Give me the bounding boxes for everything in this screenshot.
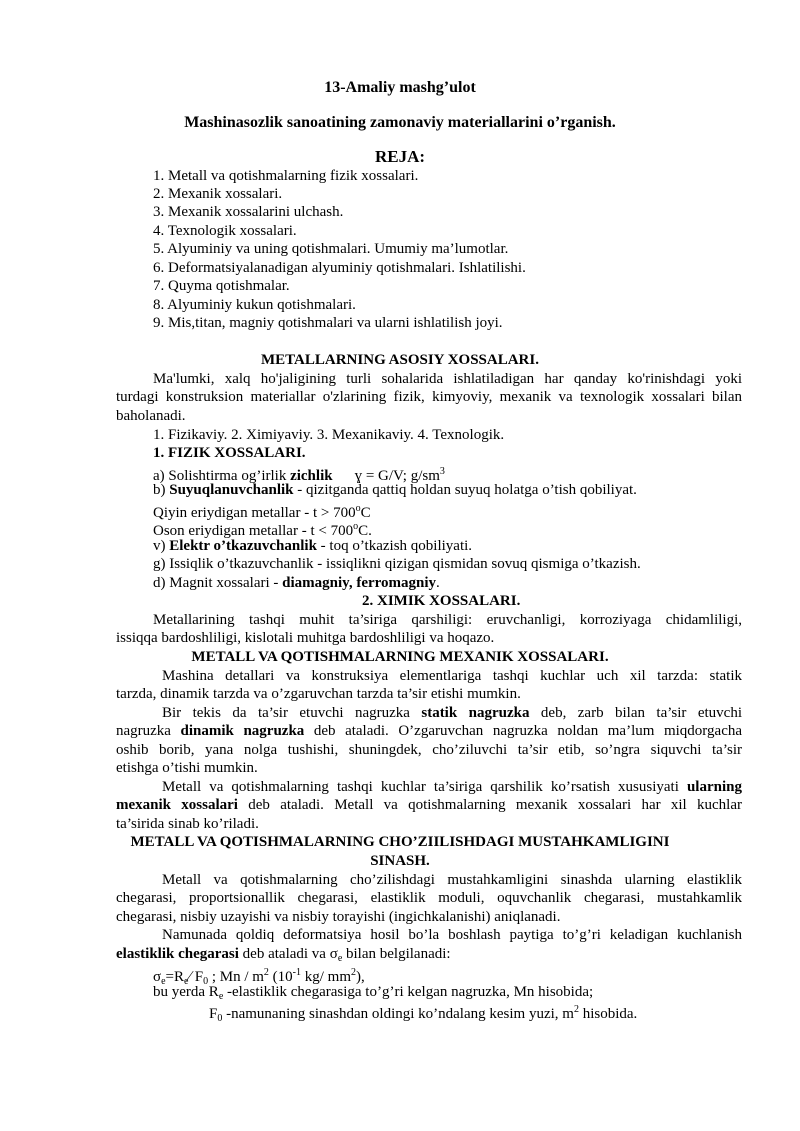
superscript: 2 xyxy=(573,1004,579,1015)
fusibility-line xyxy=(153,481,637,499)
punctuation: . xyxy=(436,575,440,591)
text-run: deb, zarb bilan ta’sir etuvchi xyxy=(529,705,742,721)
text-run: Bir tekis da ta’sir etuvchi nagruzka xyxy=(162,705,422,721)
formula-part: (10 xyxy=(268,969,293,985)
list-item: 6. Deformatsiyalanadigan alyuminiy qotishmalari. Ishlatilishi. xyxy=(153,260,526,276)
unit: C. xyxy=(358,523,372,539)
text-run: deb ataladi. Metall va qotishmalarning mexanik xossalari har xil kuchlar xyxy=(237,797,742,813)
paragraph-line: Metall va qotishmalarning cho’zilishdagi mustahkamligini sinashda ularning elastiklik xyxy=(162,872,742,888)
superscript: 3 xyxy=(439,466,445,477)
degree-sign: o xyxy=(353,521,359,532)
paragraph-line: ta’sirida sinab ko’riladi. xyxy=(116,816,259,832)
section-heading-tensile-test: METALL VA QOTISHMALARNING CHO’ZIILISHDAGI MUSTAHKAMLIGINI xyxy=(130,834,670,850)
superscript: 2 xyxy=(351,967,357,978)
list-item: 8. Alyuminiy kukun qotishmalari. xyxy=(153,297,356,313)
fusibility-definition: - qizitganda qattiq holdan suyuq holatga o’tish qobiliyat. xyxy=(293,482,637,498)
list-item: 9. Mis,titan, magniy qotishmalari va ularni ishlatilish joyi. xyxy=(153,315,503,331)
density-label: a) Solishtirma og’irlik xyxy=(153,468,291,484)
section-heading-mechanical-properties: METALL VA QOTISHMALARNING MEXANIK XOSSALARI. xyxy=(191,649,609,665)
subscript: 0 xyxy=(203,976,209,987)
subscript: e xyxy=(218,991,224,1002)
list-item: 7. Quyma qotishmalar. xyxy=(153,278,290,294)
subscript: e xyxy=(184,976,189,987)
list-item: 3. Mexanik xossalarini ulchash. xyxy=(153,204,344,220)
property-kinds-line: 1. Fizikaviy. 2. Ximiyaviy. 3. Mexanikaviy. 4. Texnologik. xyxy=(153,427,505,443)
thermal-conductivity-line: g) Issiqlik o’tkazuvchanlik - issiqlikni qizigan qismidan sovuq qismiga o’tkazish. xyxy=(153,556,641,572)
list-item: 4. Texnologik xossalari. xyxy=(153,223,297,239)
plan-heading: REJA: xyxy=(374,147,426,166)
easy-melting-text: Oson eriydigan metallar - t < 700 xyxy=(153,523,354,539)
elastic-limit-term: elastiklik chegarasi xyxy=(116,946,239,962)
density-term: zichlik xyxy=(290,468,333,484)
paragraph-line: chegarasi, nisbiy uzayishi va nisbiy torayishi (ingichkalanishi) aniqlanadi. xyxy=(116,909,561,925)
page-title: 13-Amaliy mashg’ulot xyxy=(324,79,476,96)
paragraph-line: chegarasi, proportsionallik chegarasi, elastiklik moduli, oquvchanlik chegarasi, mustahkamlik xyxy=(116,890,742,906)
paragraph-line xyxy=(116,796,742,814)
text-run: -namunaning sinashdan oldingi ko’ndalang kesim yuzi, m xyxy=(222,1006,574,1022)
mechanical-properties-term: mexanik xossalari xyxy=(116,797,238,813)
bold-term: ularning xyxy=(686,779,742,795)
text-run: nagruzka xyxy=(116,723,181,739)
degree-sign: o xyxy=(355,503,361,514)
paragraph-line: baholanadi. xyxy=(116,408,186,424)
paragraph-line: turdagi konstruksion materiallar o'zlarining fizik, kimyoviy, mexanik va texnologik xossalari bilan xyxy=(116,389,742,405)
subheading-physical-properties: 1. FIZIK XOSSALARI. xyxy=(153,445,306,461)
subscript: 0 xyxy=(217,1013,223,1024)
paragraph-line: issiqqa bardoshliligi, kislotali muhitga bardoshliligi va hoqazo. xyxy=(116,630,495,646)
conductivity-term: Elektr o’tkazuvchanlik xyxy=(169,538,317,554)
paragraph-line: etishga o’tishi mumkin. xyxy=(116,760,258,776)
paragraph-line: Namunada qoldiq deformatsiya hosil bo’la boshlash paytiga to’g’ri keladigan kuchlanish xyxy=(162,927,742,943)
paragraph-line: Mashina detallari va konstruksiya elementlariga tashqi kuchlar uch xil tarzda: statik xyxy=(162,668,742,684)
text-run: deb ataladi va σ xyxy=(238,946,338,962)
text-run: bu yerda R xyxy=(153,984,219,1000)
paragraph-line xyxy=(162,704,742,722)
magnetic-terms: diamagniy, ferromagniy xyxy=(282,575,437,591)
conductivity-definition: - toq o’tkazish qobiliyati. xyxy=(316,538,473,554)
item-marker: b) xyxy=(153,482,170,498)
list-item: 2. Mexanik xossalari. xyxy=(153,186,283,202)
density-formula: ɣ = G/V; g/sm xyxy=(354,468,440,484)
text-run: bilan belgilanadi: xyxy=(342,946,451,962)
section-heading-basic-properties: METALLARNING ASOSIY XOSSALARI. xyxy=(261,352,539,368)
list-item: 5. Alyuminiy va uning qotishmalari. Umumiy ma’lumotlar. xyxy=(153,241,509,257)
formula-part: =R xyxy=(165,969,185,985)
paragraph-line: Ma'lumki, xalq ho'jaligining turli sohalarida ishlatiladigan har qanday ko'rinishdagi yoki xyxy=(153,371,742,387)
subscript: e xyxy=(161,976,166,987)
conductivity-line xyxy=(153,537,472,555)
unit: C xyxy=(360,505,371,521)
paragraph-line: Metallarining tashqi muhit ta’siriga qarshiligi: eruvchanligi, korroziyaga chidamliligi, xyxy=(153,612,742,628)
superscript: 2 xyxy=(263,967,269,978)
static-load-term: statik nagruzka xyxy=(421,705,530,721)
superscript: -1 xyxy=(292,967,302,978)
section-heading-tensile-test-cont: SINASH. xyxy=(370,853,430,869)
formula-unit: kg/ mm xyxy=(301,969,352,985)
text-run: hisobida. xyxy=(578,1006,638,1022)
fusibility-term: Suyuqlanuvchanlik xyxy=(169,482,294,498)
magnetic-label: d) Magnit xossalari - xyxy=(153,575,283,591)
item-marker: v) xyxy=(153,538,170,554)
sigma-symbol: σ xyxy=(153,969,162,985)
list-item: 1. Metall va qotishmalarning fizik xossalari. xyxy=(153,168,419,184)
text-run: -elastiklik chegarasiga to’g’ri kelgan nagruzka, Mn hisobida; xyxy=(223,984,594,1000)
formula-part: ), xyxy=(356,969,365,985)
page-subtitle: Mashinasozlik sanoatining zamonaviy materiallarini o’rganish. xyxy=(184,114,616,131)
section-heading-chemical-properties: 2. XIMIK XOSSALARI. xyxy=(362,593,521,609)
formula-part: ∕ F xyxy=(188,969,204,985)
text-run: Metall va qotishmalarning tashqi kuchlar ta’siriga qarshilik ko’rsatish xususiyati xyxy=(162,779,687,795)
magnetic-line xyxy=(153,574,440,592)
paragraph-line: tarzda, dinamik tarzda va o’zgaruvchan tarzda ta’sir etishi mumkin. xyxy=(116,686,521,702)
text-run: F xyxy=(209,1006,218,1022)
paragraph-line: oshib borib, yana nolga tushishi, shuningdek, cho’ziluvchi ta’sir etib, so’ngra siquvchi ta’sir xyxy=(116,742,742,758)
dynamic-load-term: dinamik nagruzka xyxy=(180,723,305,739)
paragraph-line xyxy=(116,722,742,740)
paragraph-line xyxy=(162,778,742,796)
subscript: e xyxy=(337,953,343,964)
formula-unit: ; Mn / m xyxy=(208,969,264,985)
hard-melting-text: Qiyin eriydigan metallar - t > 700 xyxy=(153,505,356,521)
text-run: deb ataladi. O’zgaruvchan nagruzka noldan ma’lum miqdorgacha xyxy=(304,723,743,739)
cross-section-line xyxy=(209,1001,637,1028)
